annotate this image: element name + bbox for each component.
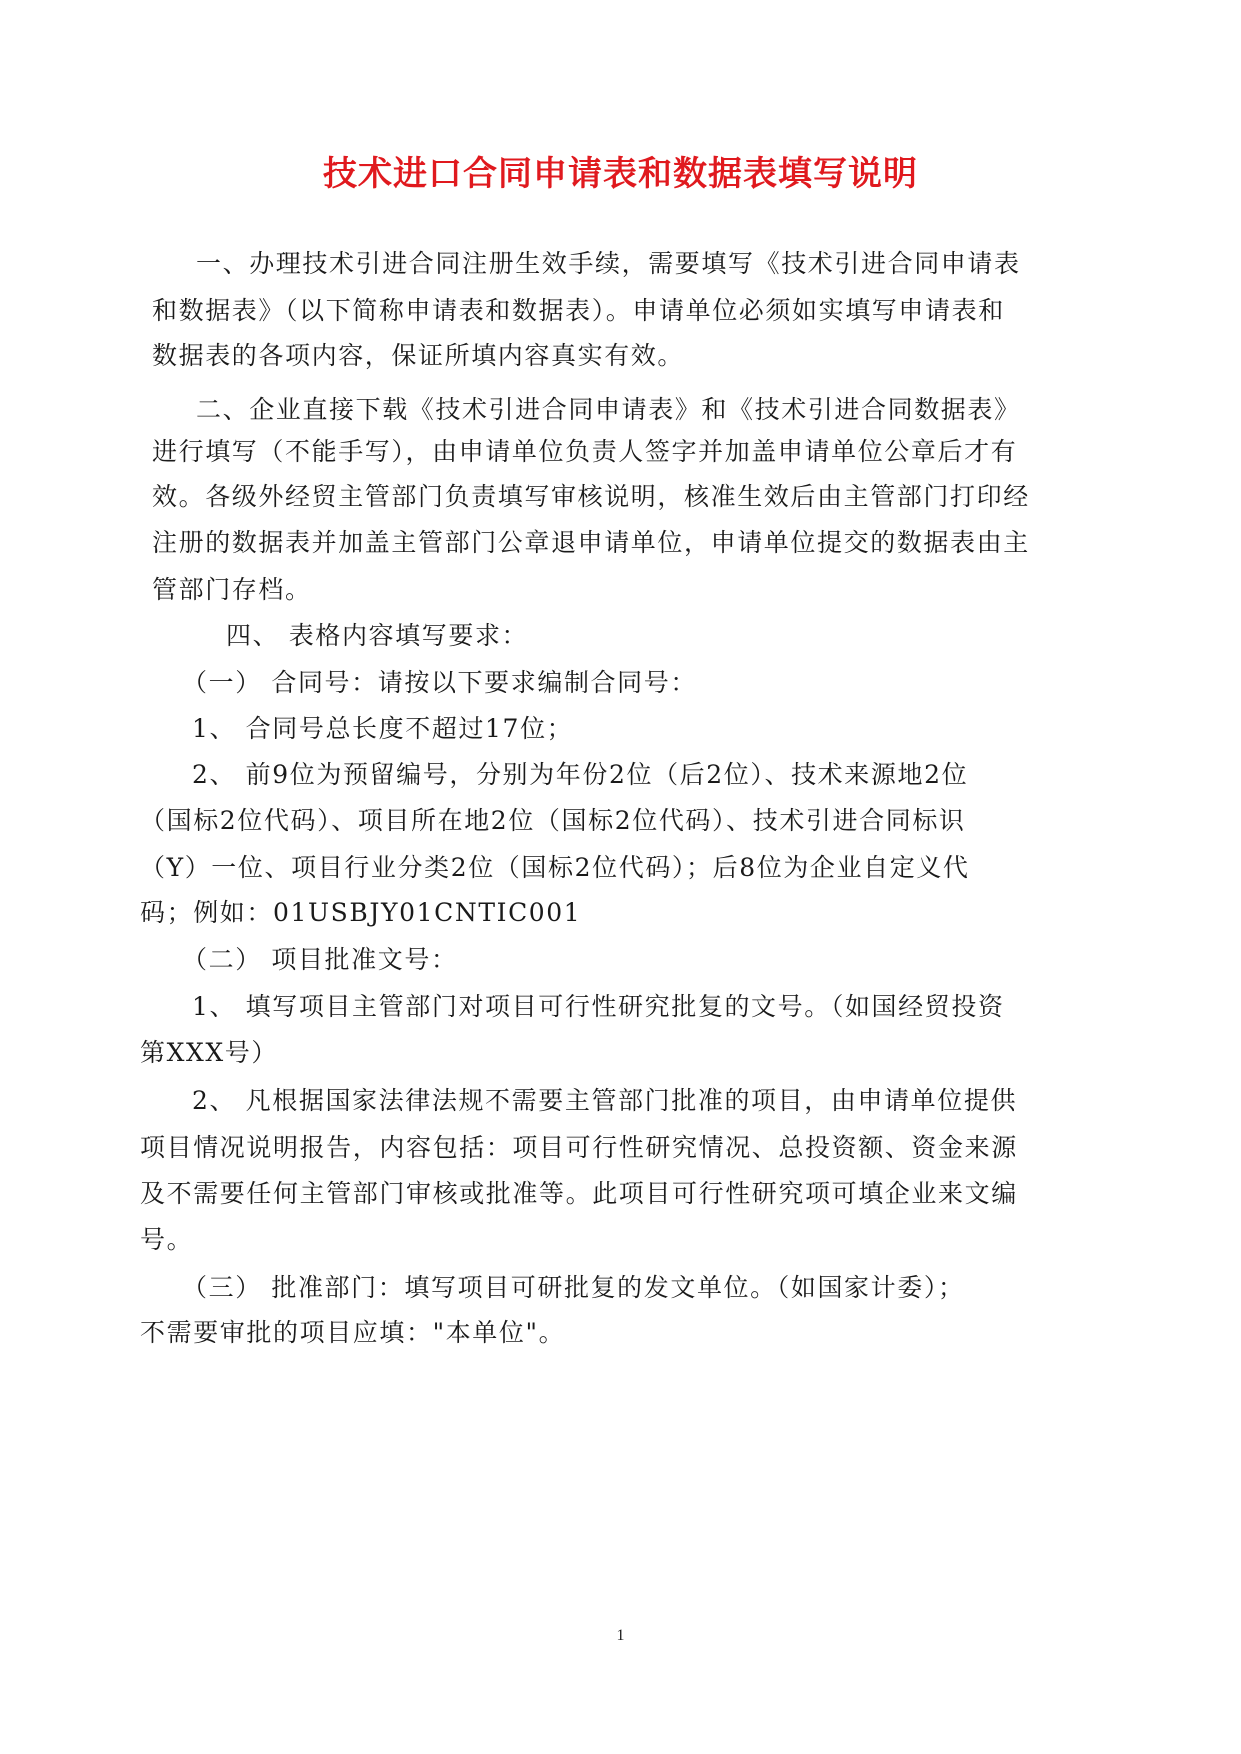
document-title: 技术进口合同申请表和数据表填写说明 — [323, 154, 918, 194]
list-item: 1、 填写项目主管部门对项目可行性研究批复的文号。（如国经贸投资 — [192, 992, 1005, 1021]
page-number: 1 — [616, 1627, 625, 1644]
paragraph-line: （Y）一位、项目行业分类2位（国标2位代码）；后8位为企业自定义代 — [140, 853, 970, 882]
paragraph-line: 码；例如：01USBJY01CNTIC001 — [140, 898, 582, 927]
section-heading: 四、 表格内容填写要求： — [226, 621, 529, 650]
paragraph-line: 项目情况说明报告，内容包括：项目可行性研究情况、总投资额、资金来源 — [140, 1133, 1018, 1162]
paragraph-line: 效。各级外经贸主管部门负责填写审核说明，核准生效后由主管部门打印经 — [152, 482, 1030, 511]
paragraph-line: 及不需要任何主管部门审核或批准等。此项目可行性研究项可填企业来文编 — [140, 1179, 1018, 1208]
paragraph-line: 一、办理技术引进合同注册生效手续，需要填写《技术引进合同申请表 — [196, 249, 1021, 278]
subsection-heading: （二） 项目批准文号： — [182, 945, 458, 974]
list-item: 2、 凡根据国家法律法规不需要主管部门批准的项目，由申请单位提供 — [192, 1086, 1018, 1115]
subsection-heading: （三） 批准部门：填写项目可研批复的发文单位。（如国家计委）； — [182, 1273, 965, 1302]
paragraph-line: 二、企业直接下载《技术引进合同申请表》和《技术引进合同数据表》 — [196, 395, 1021, 424]
paragraph-line: 数据表的各项内容，保证所填内容真实有效。 — [152, 341, 685, 370]
list-item: 1、 合同号总长度不超过17位； — [192, 714, 574, 743]
subsection-heading: （一） 合同号：请按以下要求编制合同号： — [182, 668, 697, 697]
paragraph-line: 管部门存档。 — [152, 575, 312, 604]
paragraph-line: 注册的数据表并加盖主管部门公章退申请单位，申请单位提交的数据表由主 — [152, 528, 1030, 557]
list-item: 2、 前9位为预留编号，分别为年份2位（后2位）、技术来源地2位 — [192, 760, 969, 789]
paragraph-line: 进行填写（不能手写），由申请单位负责人签字并加盖申请单位公章后才有 — [152, 437, 1018, 466]
paragraph-line: 第XXX号） — [140, 1038, 278, 1067]
paragraph-line: 不需要审批的项目应填："本单位"。 — [140, 1318, 566, 1347]
paragraph-line: （国标2位代码）、项目所在地2位（国标2位代码）、技术引进合同标识 — [140, 806, 966, 835]
paragraph-line: 号。 — [140, 1225, 194, 1254]
paragraph-line: 和数据表》（以下简称申请表和数据表）。申请单位必须如实填写申请表和 — [152, 296, 1005, 325]
